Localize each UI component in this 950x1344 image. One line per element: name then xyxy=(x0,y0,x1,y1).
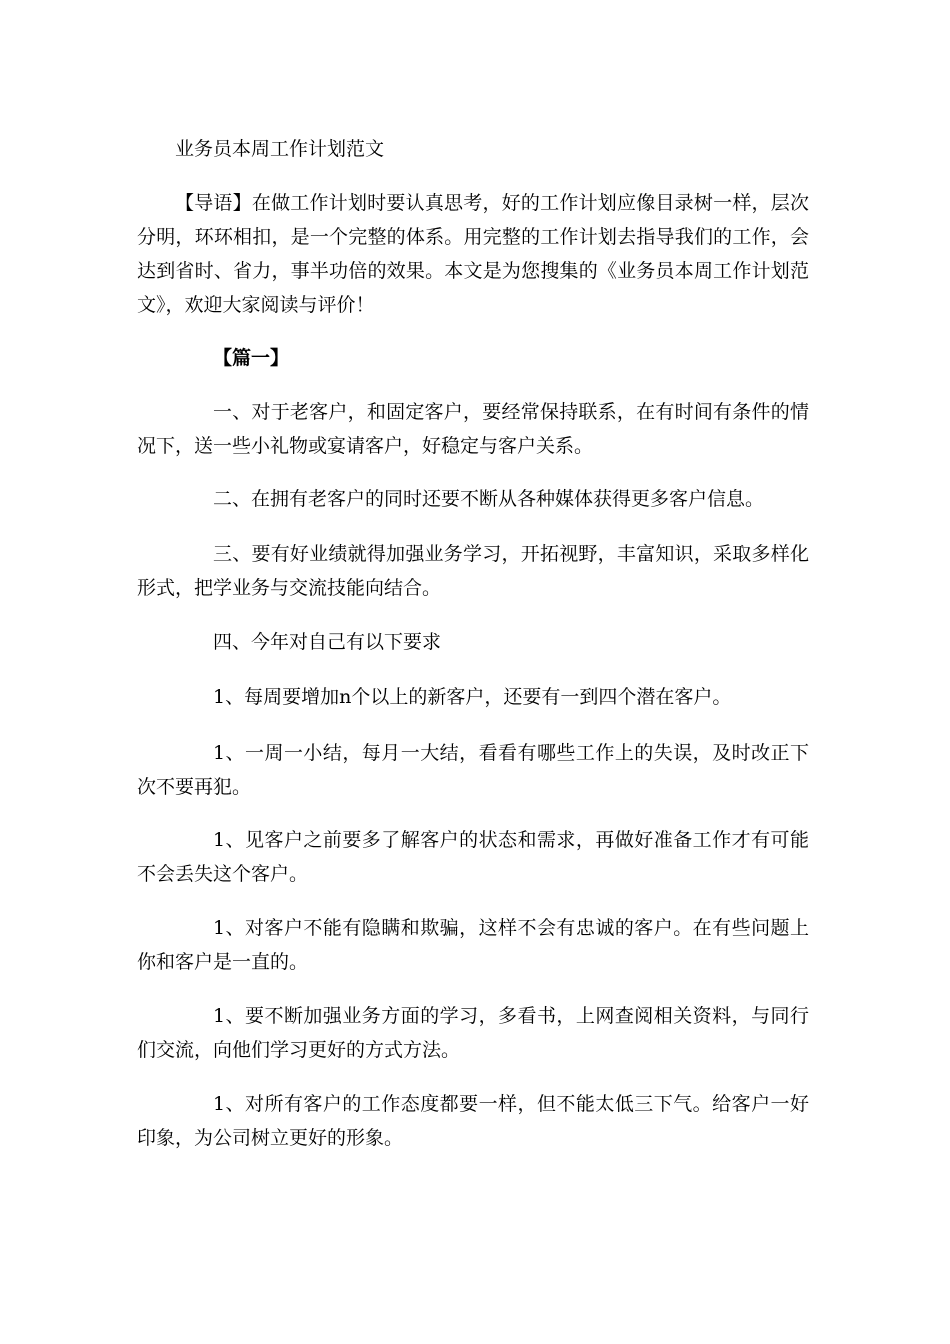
paragraph-8: 1、对客户不能有隐瞒和欺骗，这样不会有忠诚的客户。在有些问题上你和客户是一直的。 xyxy=(137,917,809,973)
section-heading: 【篇一】 xyxy=(213,347,290,369)
paragraph-3: 三、要有好业绩就得加强业务学习，开拓视野，丰富知识，采取多样化形式，把学业务与交流技能向结合。 xyxy=(137,543,809,599)
paragraph-6: 1、一周一小结，每月一大结，看看有哪些工作上的失误，及时改正下次不要再犯。 xyxy=(137,742,809,798)
paragraph-10: 1、对所有客户的工作态度都要一样，但不能太低三下气。给客户一好印象，为公司树立更好的形象。 xyxy=(137,1093,809,1149)
document-title: 业务员本周工作计划范文 xyxy=(175,138,385,160)
paragraph-5: 1、每周要增加n个以上的新客户，还要有一到四个潜在客户。 xyxy=(213,686,732,708)
paragraph-2: 二、在拥有老客户的同时还要不断从各种媒体获得更多客户信息。 xyxy=(213,488,765,510)
paragraph-4: 四、今年对自己有以下要求 xyxy=(213,631,442,653)
paragraph-1: 一、对于老客户，和固定客户，要经常保持联系，在有时间有条件的情况下，送一些小礼物或宴请客户，好稳定与客户关系。 xyxy=(137,401,809,457)
intro-paragraph: 【导语】在做工作计划时要认真思考，好的工作计划应像目录树一样，层次分明，环环相扣，是一个完整的体系。用完整的工作计划去指导我们的工作，会达到省时、省力，事半功倍的效果。本文是为您搜集的《业务员本周工作计划范文》，欢迎大家阅读与评价！ xyxy=(137,192,809,316)
paragraph-9: 1、要不断加强业务方面的学习，多看书，上网查阅相关资料，与同行们交流，向他们学习更好的方式方法。 xyxy=(137,1005,809,1061)
paragraph-7: 1、见客户之前要多了解客户的状态和需求，再做好准备工作才有可能不会丢失这个客户。 xyxy=(137,829,809,885)
